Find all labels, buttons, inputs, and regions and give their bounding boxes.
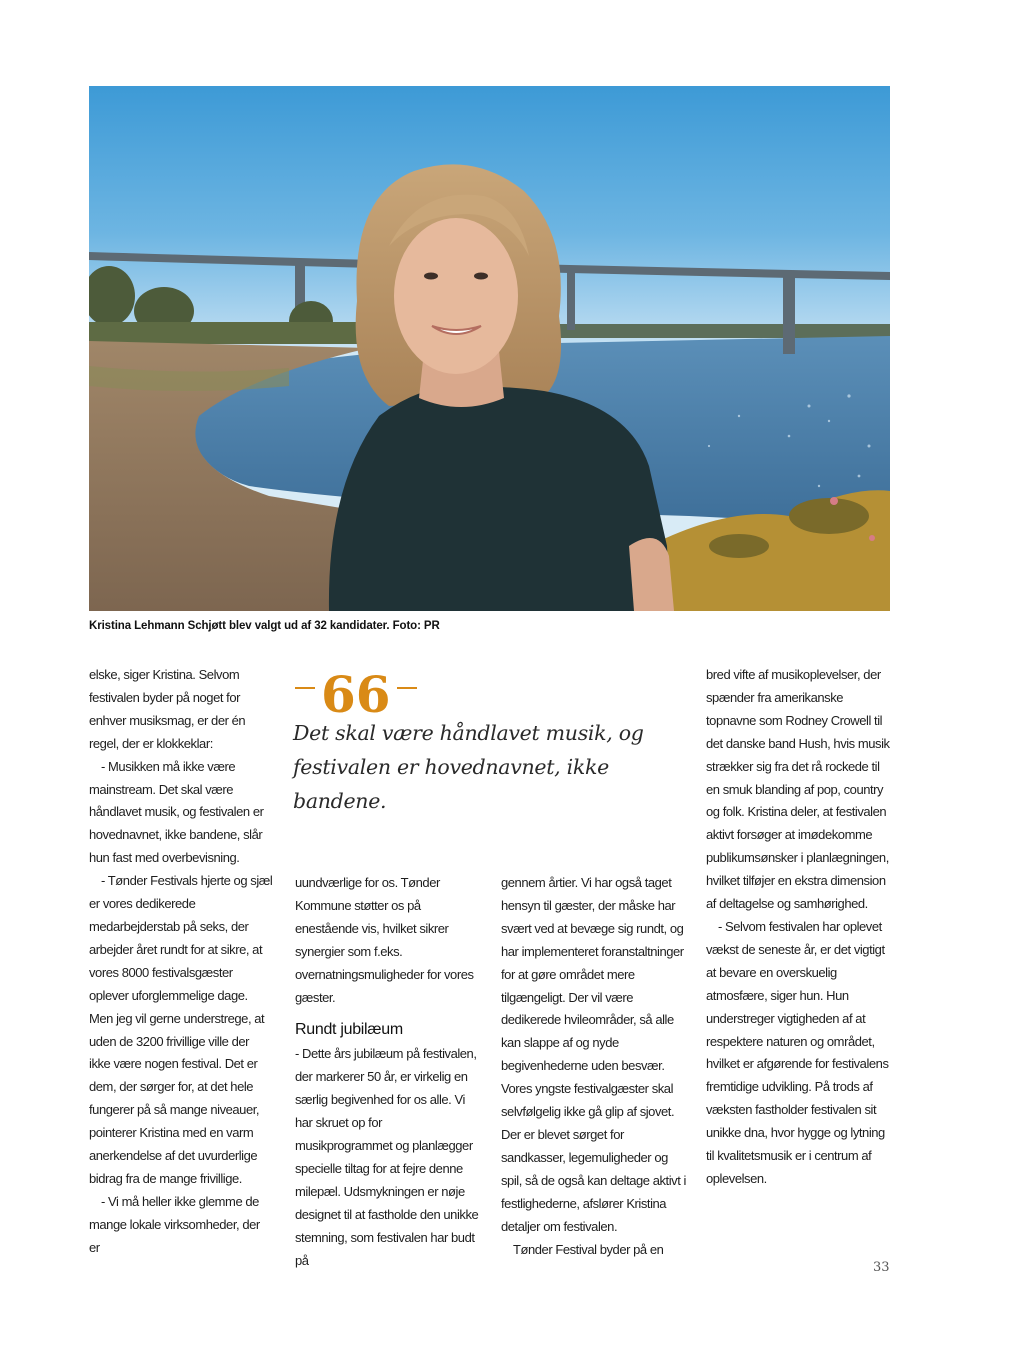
- bridge-pillar: [783, 276, 795, 354]
- face: [394, 218, 518, 374]
- paragraph: uundværlige for os. Tønder Kommune støtter os på enestående vis, hvilket sikrer synergier som f.eks. overnatningsmuligheder for vores gæster.: [295, 875, 474, 1005]
- pullquote-mark: [295, 668, 417, 715]
- paragraph: - Tønder Festivals hjerte og sjæl er vores dedikerede medarbejderstab på seks, der arbejder året rundt for at sikre, at vores 8000 festivalsgæster oplever uforglemmelige dage. Men jeg vil gerne understrege, at uden de 3200 frivillige ville der ikke være nogen festival. Det er dem, der sørger for, at det hele fungerer på så mange niveauer, pointerer Kristina med en varm anerkendelse af det uvurderlige bidrag fra de mange frivillige.: [89, 873, 273, 1186]
- hero-photo: [89, 86, 890, 611]
- flower: [830, 497, 838, 505]
- paragraph: elske, siger Kristina. Selvom festivalen byder på noget for enhver musiksmag, er der én regel, der er klokkeklar:: [89, 667, 246, 751]
- quote-dash-left: [295, 687, 315, 689]
- flower: [869, 535, 875, 541]
- page-number: 33: [873, 1260, 890, 1275]
- eye: [424, 273, 438, 280]
- photo-illustration: [89, 86, 890, 611]
- paragraph: gennem årtier. Vi har også taget hensyn til gæster, der måske har svært ved at bevæge sig rundt, og har implementeret foranstaltninger for at gøre området mere tilgængeligt. Der vil være dedikerede hvileområder, så alle kan slappe af og nyde begivenhederne uden besvær. Vores yngste festivalgæster skal selvfølgelig ikke gå glip af sjovet. Der er blevet sørget for sandkasser, legemuligheder og spil, så de også kan deltage aktivt i festlighederne, afslører Kristina detaljer om festivalen.: [501, 875, 686, 1234]
- quote-icon: 66: [321, 675, 391, 715]
- text-column-1: [89, 664, 273, 1260]
- text-column-4: [706, 664, 892, 1191]
- paragraph: - Musikken må ikke være mainstream. Det skal være håndlavet musik, og festivalen er hovednavnet, ikke bandene, slår hun fast med overbevisning.: [89, 758, 264, 866]
- text-column-2: [295, 872, 481, 1273]
- quote-dash-right: [397, 687, 417, 689]
- paragraph: Tønder Festival byder på en: [513, 1241, 664, 1257]
- photo-caption: Kristina Lehmann Schjøtt blev valgt ud af 32 kandidater. Foto: PR: [89, 620, 440, 632]
- text-column-3: [501, 872, 689, 1261]
- section-heading: Rundt jubilæum: [295, 1021, 403, 1039]
- paragraph: - Selvom festivalen har oplevet vækst de seneste år, er det vigtigt at bevare en overskuelig atmosfære, siger hun. Hun understreger vigtigheden af at respektere naturen og området, hvilket er afgørende for festivalens fremtidige udvikling. På trods af væksten fastholder festivalen sit unikke dna, hvor hygge og lytning til kvalitetsmusik er i centrum af oplevelsen.: [706, 918, 889, 1186]
- eye: [474, 273, 488, 280]
- far-shore: [559, 324, 890, 338]
- paragraph: - Vi må heller ikke glemme de mange lokale virksomheder, der er: [89, 1193, 260, 1255]
- pullquote-text: Det skal være håndlavet musik, og festivalen er hovednavnet, ikke bandene.: [293, 721, 644, 813]
- paragraph: - Dette års jubilæum på festivalen, der markerer 50 år, er virkelig en særlig begivenhed for os alle. Vi har skruet op for musikprogrammet og planlægger specielle tiltag for at fejre denne milepæl. Udsmykningen er nøje designet til at fastholde den unikke stemning, som festivalen har budt på: [295, 1046, 479, 1268]
- trees-left: [89, 266, 369, 344]
- paragraph: bred vifte af musikoplevelser, der spænder fra amerikanske topnavne som Rodney Crowell til det danske band Hush, hvis musik strækker sig fra det rå rockede til en smuk blanding af pop, country og folk. Kristina deler, at festivalen aktivt forsøger at imødekomme publikumsønsker i planlægningen, hvilket tilføjer en ekstra dimension af deltagelse og samhørighed.: [706, 667, 890, 912]
- bridge-pillar: [567, 270, 575, 330]
